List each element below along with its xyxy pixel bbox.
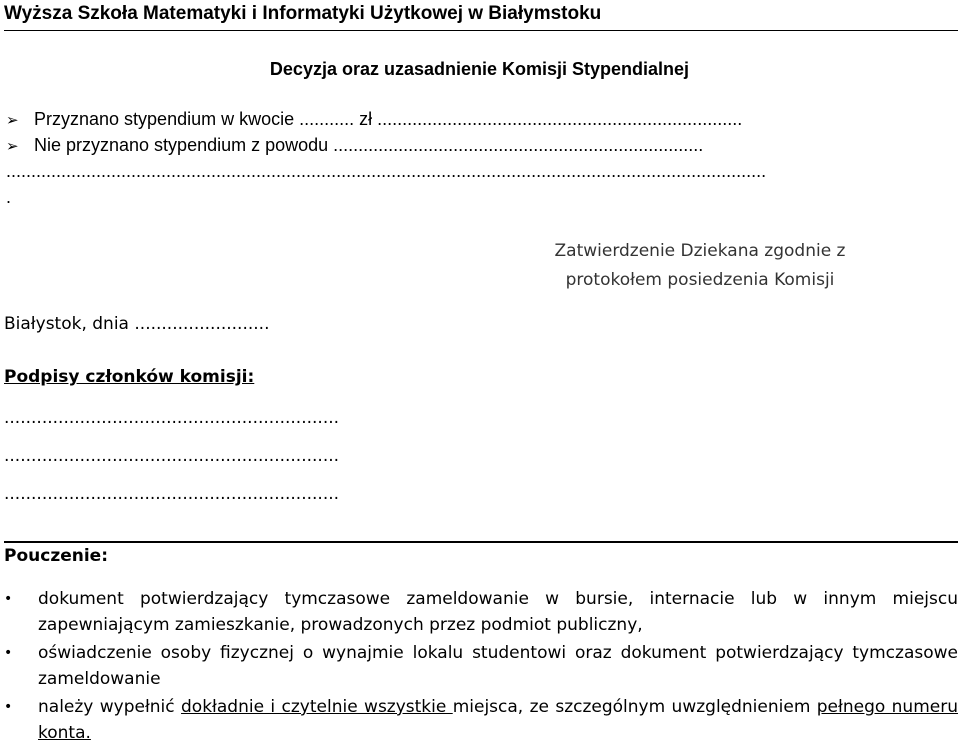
header-rule [4,30,958,31]
dean-approval-line2: protokołem posiedzenia Komisji [565,270,835,290]
signature-line: .............................................................. [4,408,340,428]
dean-approval [500,237,900,295]
instruction-text: miejsca, ze szczególnym uwzględnieniem [452,697,817,717]
bullet-icon: • [4,699,13,715]
institution-name: Wyższa Szkoła Matematyki i Informatyki Użytkowej w Białymstoku [4,3,602,24]
signatures-heading: Podpisy członków komisji: [4,367,255,387]
choice-refused-text: Nie przyznano stypendium z powodu .......................................................................... [34,135,704,155]
list-item [0,640,958,692]
arrowhead-bullet-icon: ➢ [6,111,19,129]
instructions-list [0,586,958,748]
dean-approval-line1: Zatwierdzenie Dziekana zgodnie z [554,241,846,261]
choice-granted-text: Przyznano stypendium w kwocie ........... zł ......................................................................... [34,109,743,129]
instruction-text: należy wypełnić [38,697,182,717]
signature-line: .............................................................. [4,484,340,504]
instruction-text: dokument potwierdzający tymczasowe zameldowanie w bursie, internacie lub w innym miejscu zapewniającym zamieszkanie, prowadzonych przez podmiot publiczny, [38,589,958,635]
list-item [0,586,958,638]
instruction-text: oświadczenie osoby fizycznej o wynajmie lokalu studentowi oraz dokument potwierdzający tymczasowe zameldowanie [38,643,958,689]
place-date: Białystok, dnia ......................... [4,314,270,334]
instruction-emphasis: pełnego numeru konta. [38,697,958,743]
instructions-heading: Pouczenie: [4,546,109,566]
choice-refused [6,134,703,157]
reason-continuation-dots: ........................................................................................................................................................ [6,161,767,181]
bullet-icon: • [4,645,13,661]
reason-continuation-period: . [6,187,12,207]
signature-line: .............................................................. [4,446,340,466]
decision-title: Decyzja oraz uzasadnienie Komisji Stypendialnej [269,59,690,79]
list-item [0,694,958,746]
choice-granted [6,108,742,131]
bullet-icon: • [4,591,13,607]
arrowhead-bullet-icon: ➢ [6,137,19,155]
section-rule [4,541,958,543]
instruction-emphasis: dokładnie i czytelnie wszystkie [181,697,453,717]
